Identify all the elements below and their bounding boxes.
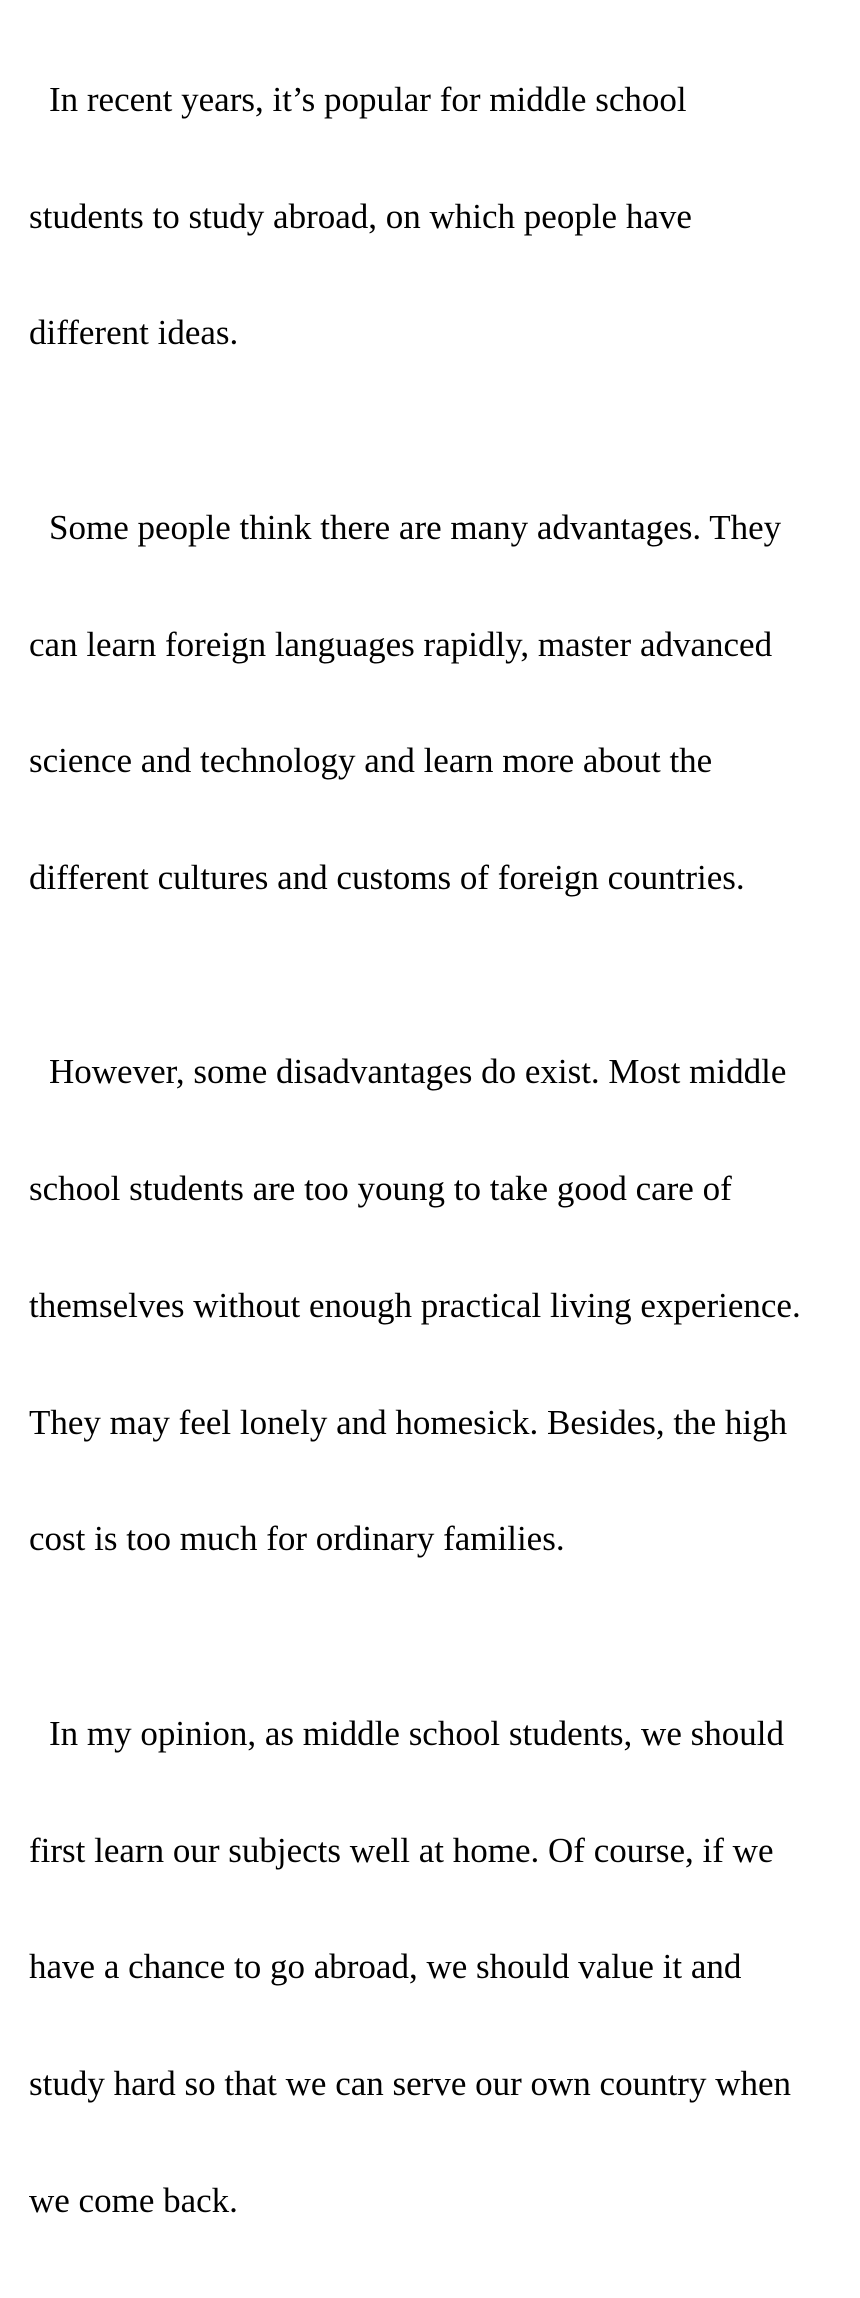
text-line: study hard so that we can serve our own country when [29, 2064, 792, 2104]
paragraph-4 [9, 1637, 859, 2298]
text-line: Some people think there are many advantages. They [49, 507, 782, 547]
text-line: different ideas. [29, 313, 239, 353]
text-line: students to study abroad, on which people have [29, 196, 692, 236]
paragraph-2 [9, 431, 859, 976]
text-line: science and technology and learn more about the [29, 741, 713, 781]
text-line: In my opinion, as middle school students, we should [49, 1713, 784, 1753]
text-line: have a chance to go abroad, we should value it and [29, 1947, 742, 1987]
text-line: themselves without enough practical living experience. [29, 1285, 801, 1325]
text-line: They may feel lonely and homesick. Besides, the high [29, 1402, 788, 1442]
text-line: school students are too young to take good care of [29, 1169, 732, 1209]
text-line: we come back. [29, 2180, 238, 2220]
text-line: In recent years, it’s popular for middle school [49, 79, 687, 119]
text-line: first learn our subjects well at home. Of course, if we [29, 1830, 774, 1870]
essay-body [9, 3, 859, 2298]
paragraph-1 [9, 3, 859, 431]
text-line: different cultures and customs of foreign countries. [29, 857, 745, 897]
text-line: can learn foreign languages rapidly, master advanced [29, 624, 773, 664]
paragraph-3 [9, 976, 859, 1637]
text-line: cost is too much for ordinary families. [29, 1519, 565, 1559]
text-line: However, some disadvantages do exist. Most middle [49, 1052, 787, 1092]
